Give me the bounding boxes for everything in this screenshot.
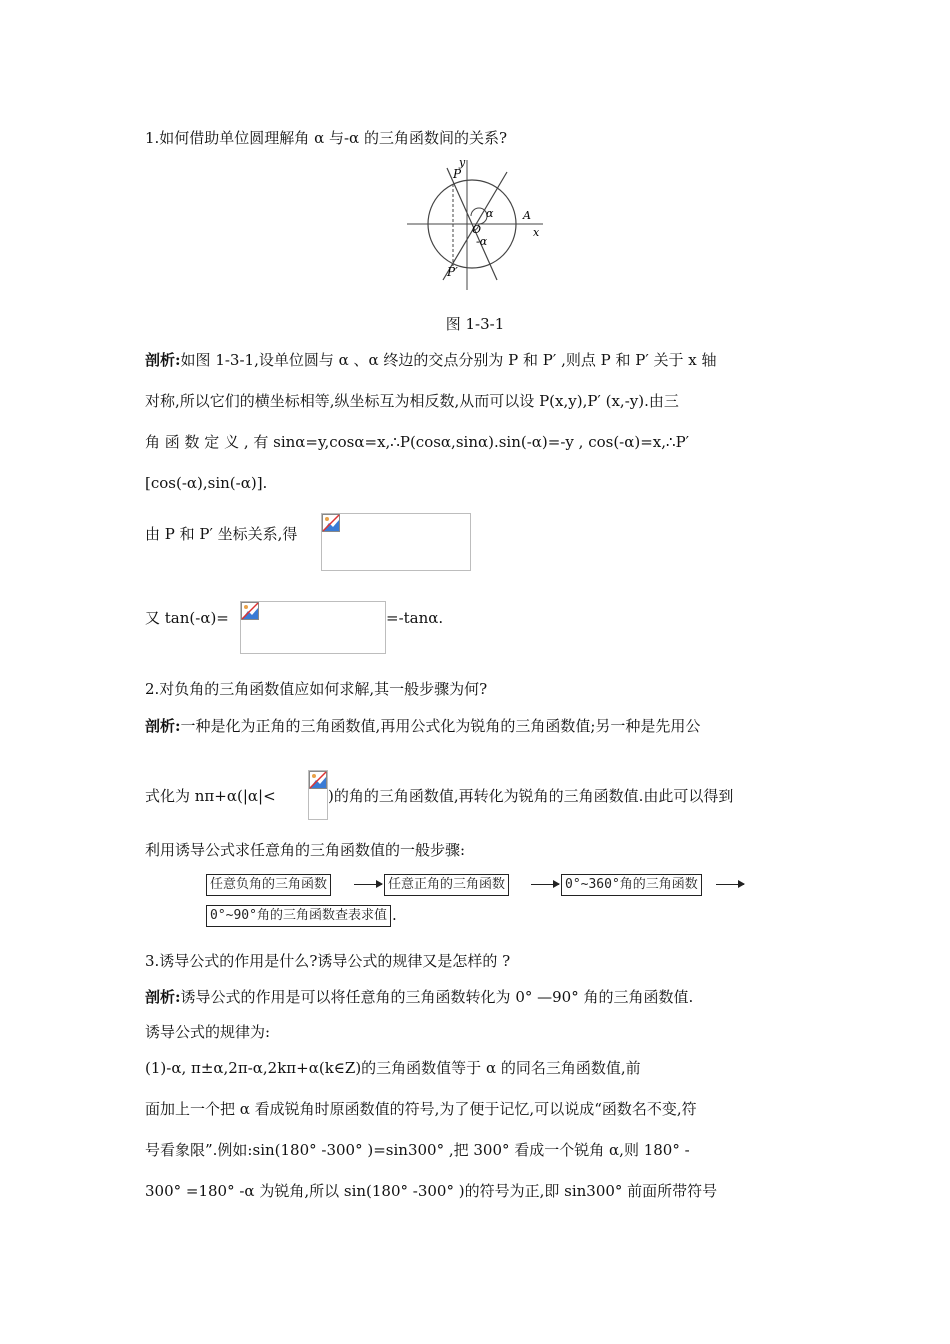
q3-line-6: 300° =180° -α 为锐角,所以 sin(180° -300° )的符号为正,即 sin300° 前面所带符号 (145, 1182, 718, 1200)
pi-over-2-image-placeholder (308, 770, 328, 820)
question-2-title: 2.对负角的三角函数值应如何求解,其一般步骤为何? (145, 680, 488, 698)
q3-line-4: 面加上一个把 α 看成锐角时原函数值的符号,为了便于记忆,可以说成“函数名不变,符 (145, 1100, 697, 1118)
broken-image-icon (322, 514, 340, 532)
flow-arrow-1 (354, 884, 382, 885)
unit-circle-figure (395, 158, 555, 293)
flow-arrow-3 (716, 884, 744, 885)
q1-tan-prefix: 又 tan(-α)= (145, 609, 229, 627)
label-p: P (453, 167, 462, 181)
q3-line-3: (1)-α, π±α,2π-α,2kπ+α(k∈Z)的三角函数值等于 α 的同名三角函数值,前 (145, 1059, 641, 1077)
label-y: y (459, 158, 466, 169)
flow-arrow-2 (531, 884, 559, 885)
analysis-label: 剖析: (145, 988, 181, 1006)
q1-analysis-line-1 (145, 350, 717, 370)
q1-analysis-line-4: [cos(-α),sin(-α)]. (145, 474, 268, 492)
formula-image-placeholder (321, 513, 471, 571)
figure-caption: 图 1-3-1 (445, 315, 505, 333)
flow-step-2: 任意正角的三角函数 (384, 874, 509, 896)
flow-step-4: 0°~90°角的三角函数查表求值 (206, 905, 391, 927)
q1-analysis-line-3: 角 函 数 定 义 , 有 sinα=y,cosα=x,∴P(cosα,sinα).sin(-α)=-y , cos(-α)=x,∴P′ (145, 433, 690, 451)
flow-step-3: 0°~360°角的三角函数 (561, 874, 702, 896)
tan-formula-image-placeholder (240, 601, 386, 654)
q3-analysis-line-1 (145, 987, 693, 1007)
question-1-title: 1.如何借助单位圆理解角 α 与-α 的三角函数间的关系? (145, 129, 507, 147)
label-neg-alpha: -α (476, 235, 488, 248)
analysis-text: 诱导公式的作用是可以将任意角的三角函数转化为 0° —90° 角的三角函数值. (180, 988, 694, 1006)
analysis-label: 剖析: (145, 351, 181, 369)
q3-line-2: 诱导公式的规律为: (145, 1023, 271, 1041)
q1-relation-line: 由 P 和 P′ 坐标关系,得 (145, 525, 298, 543)
label-a: A (523, 209, 531, 222)
q2-line-2-prefix: 式化为 nπ+α(|α|< (145, 787, 276, 805)
q2-line-3: 利用诱导公式求任意角的三角函数值的一般步骤: (145, 841, 466, 859)
label-o: O (472, 223, 482, 236)
q2-line-2-suffix: )的角的三角函数值,再转化为锐角的三角函数值.由此可以得到 (328, 787, 734, 805)
broken-image-icon (241, 602, 259, 620)
analysis-text: 一种是化为正角的三角函数值,再用公式化为锐角的三角函数值;另一种是先用公 (180, 717, 701, 735)
analysis-label: 剖析: (145, 717, 181, 735)
label-alpha: α (486, 207, 494, 220)
q1-tan-suffix: =-tanα. (386, 609, 444, 627)
q3-line-5: 号看象限”.例如:sin(180° -300° )=sin300° ,把 300° 看成一个锐角 α,则 180° - (145, 1141, 690, 1159)
analysis-text: 如图 1-3-1,设单位圆与 α 、α 终边的交点分别为 P 和 P′ ,则点 P 和 P′ 关于 x 轴 (180, 351, 717, 369)
flow-step-1: 任意负角的三角函数 (206, 874, 331, 896)
label-p-prime: P′ (447, 265, 458, 279)
label-x: x (533, 226, 540, 239)
flow-end-period: . (392, 906, 397, 924)
q2-analysis-line-1 (145, 716, 700, 736)
q1-analysis-line-2: 对称,所以它们的横坐标相等,纵坐标互为相反数,从而可以设 P(x,y),P′ (x,-y).由三 (145, 392, 679, 410)
question-3-title: 3.诱导公式的作用是什么?诱导公式的规律又是怎样的 ? (145, 952, 511, 970)
broken-image-icon (309, 771, 327, 789)
